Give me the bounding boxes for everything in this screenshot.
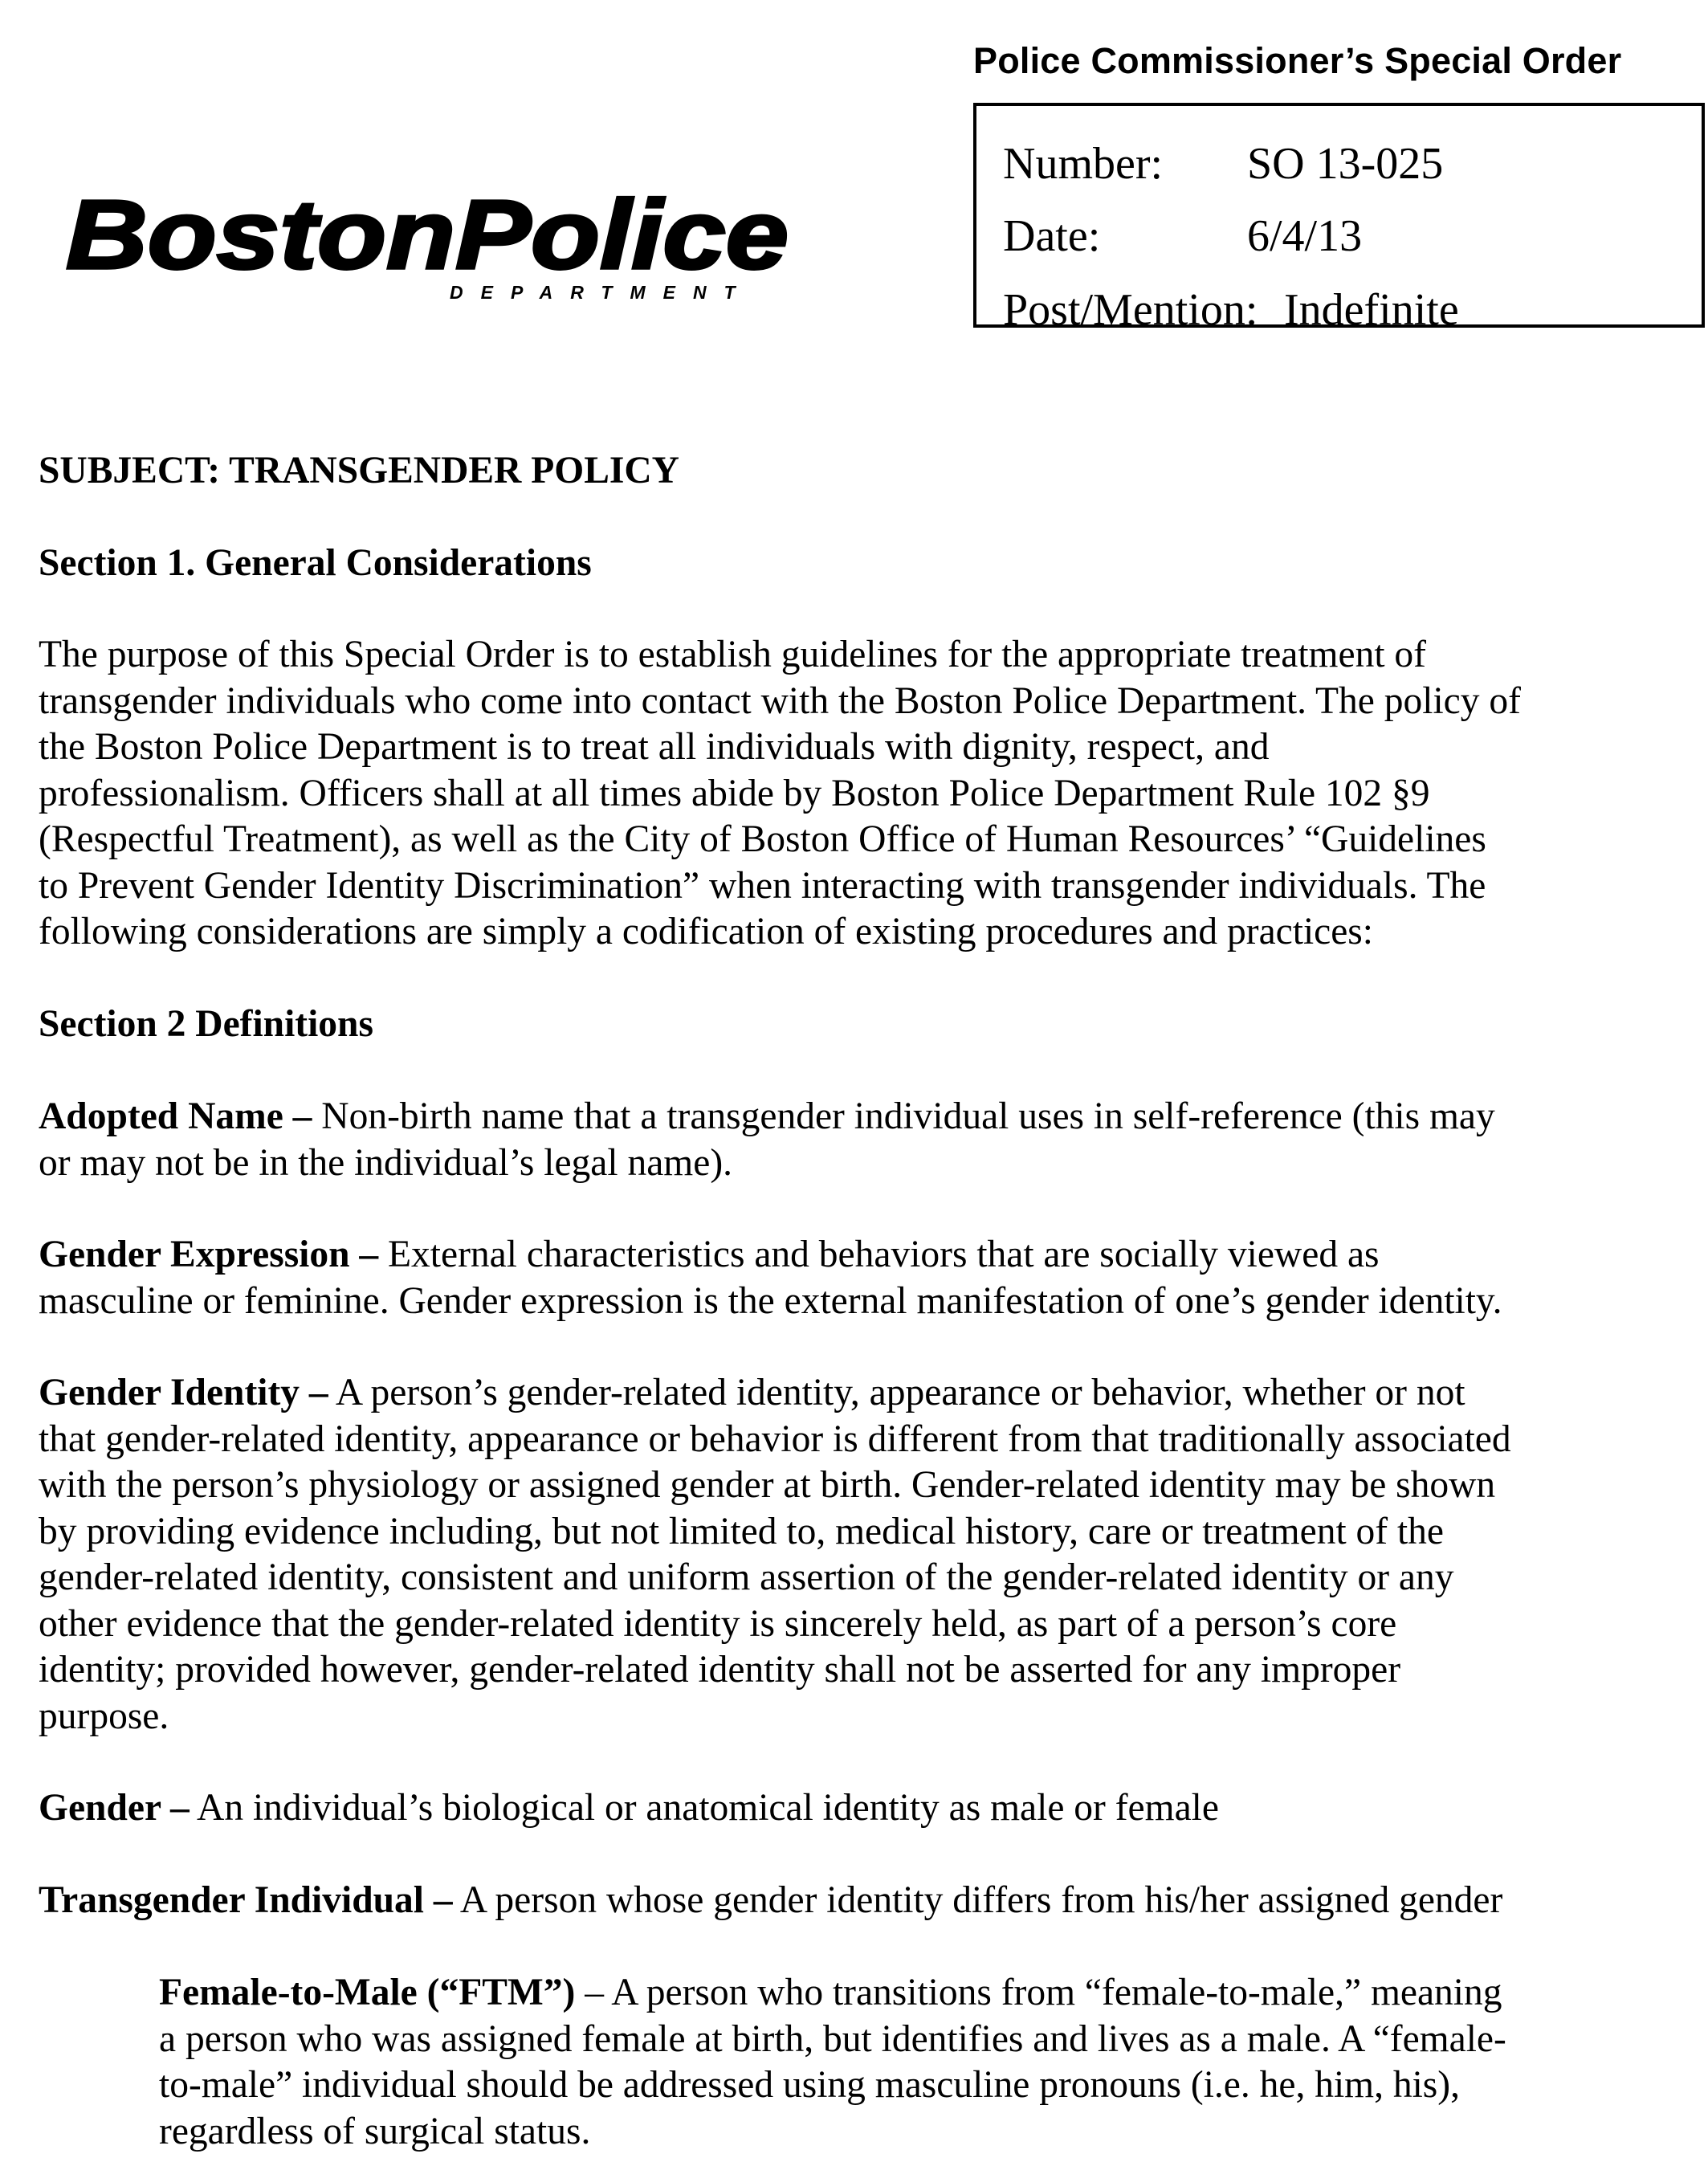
definition-gender — [39, 1785, 1219, 1832]
definition-term: Gender Identity – — [39, 1372, 328, 1413]
definition-line — [39, 1232, 1502, 1279]
definition-line: that gender-related identity, appearance or behavior is different from that traditionally associated — [39, 1417, 1511, 1460]
definition-line: regardless of surgical status. — [159, 2110, 591, 2152]
definition-line: identity; provided however, gender-related identity shall not be asserted for any improper — [39, 1649, 1401, 1691]
number-row — [1003, 138, 1444, 190]
definition-adopted-name — [39, 1094, 1495, 1186]
definition-transgender-individual — [39, 1878, 1502, 1924]
definition-line — [39, 1878, 1502, 1924]
section-1-line: following considerations are simply a codification of existing procedures and practices: — [39, 911, 1373, 952]
section-1-line: the Boston Police Department is to treat all individuals with dignity, respect, and — [39, 726, 1270, 768]
definition-line: other evidence that the gender-related identity is sincerely held, as part of a person’s core — [39, 1602, 1397, 1645]
definition-line — [39, 1370, 1511, 1417]
definition-text: An individual’s biological or anatomical identity as male or female — [189, 1787, 1219, 1829]
date-label: Date: — [1003, 211, 1101, 261]
definition-text: – A person who transitions from “female-to-male,” meaning — [575, 1972, 1502, 2013]
definition-text: A person whose gender identity differs from his/her assigned gender — [452, 1879, 1503, 1921]
definition-line: by providing evidence including, but not limited to, medical history, care or treatment of the — [39, 1510, 1444, 1552]
boston-police-logo — [66, 190, 798, 310]
section-1-line: professionalism. Officers shall at all times abide by Boston Police Department Rule 102 §9 — [39, 772, 1430, 814]
section-1-heading: Section 1. General Considerations — [39, 542, 592, 584]
section-1-body — [39, 632, 1521, 956]
date-row — [1003, 210, 1363, 262]
definition-line: to-male” individual should be addressed using masculine pronouns (i.e. he, him, his), — [159, 2064, 1460, 2106]
logo-subtitle: DEPARTMENT — [450, 282, 753, 303]
definition-term: Transgender Individual – — [39, 1879, 453, 1921]
section-1-line: (Respectful Treatment), as well as the City of Boston Office of Human Resources’ “Guidelines — [39, 818, 1486, 860]
post-mention-row — [1003, 284, 1459, 328]
post-mention-value: Indefinite — [1284, 285, 1459, 328]
logo-wordmark: BostonPolice — [66, 190, 789, 289]
definition-line: with the person’s physiology or assigned gender at birth. Gender-related identity may be shown — [39, 1464, 1496, 1506]
definition-term: Adopted Name – — [39, 1095, 312, 1137]
definition-line: purpose. — [39, 1695, 169, 1737]
post-mention-label: Post/Mention: — [1003, 285, 1258, 328]
definition-text: A person’s gender-related identity, appearance or behavior, whether or not — [328, 1372, 1465, 1413]
definition-line — [39, 1785, 1219, 1832]
number-label: Number: — [1003, 139, 1164, 189]
order-meta-box — [973, 103, 1705, 328]
section-1-line: The purpose of this Special Order is to establish guidelines for the appropriate treatment of — [39, 634, 1426, 675]
definition-line: gender-related identity, consistent and uniform assertion of the gender-related identity or any — [39, 1556, 1454, 1598]
order-title: Police Commissioner’s Special Order — [973, 40, 1622, 81]
definition-line — [159, 1970, 1506, 2017]
definition-term: Female-to-Male (“FTM”) — [159, 1972, 576, 2013]
section-1-line: to Prevent Gender Identity Discrimination” when interacting with transgender individuals. The — [39, 864, 1486, 907]
definition-text: External characteristics and behaviors that are socially viewed as — [378, 1234, 1380, 1275]
definition-text: Non-birth name that a transgender individual uses in self-reference (this may — [312, 1095, 1495, 1137]
definition-female-to-male — [159, 1970, 1506, 2155]
definition-line: a person who was assigned female at birth, but identifies and lives as a male. A “female- — [159, 2017, 1506, 2060]
date-value: 6/4/13 — [1247, 211, 1363, 261]
definition-term: Gender – — [39, 1787, 190, 1829]
section-1-line: transgender individuals who come into contact with the Boston Police Department. The policy of — [39, 679, 1521, 722]
definition-line: or may not be in the individual’s legal name). — [39, 1141, 733, 1184]
definition-gender-identity — [39, 1370, 1511, 1740]
definition-term: Gender Expression – — [39, 1234, 379, 1275]
subject-line: SUBJECT: TRANSGENDER POLICY — [39, 450, 679, 492]
definition-gender-expression — [39, 1232, 1502, 1324]
section-2-heading: Section 2 Definitions — [39, 1003, 373, 1045]
number-value: SO 13-025 — [1247, 139, 1444, 189]
definition-line: masculine or feminine. Gender expression is the external manifestation of one’s gender identity. — [39, 1279, 1502, 1322]
definition-line — [39, 1094, 1495, 1140]
